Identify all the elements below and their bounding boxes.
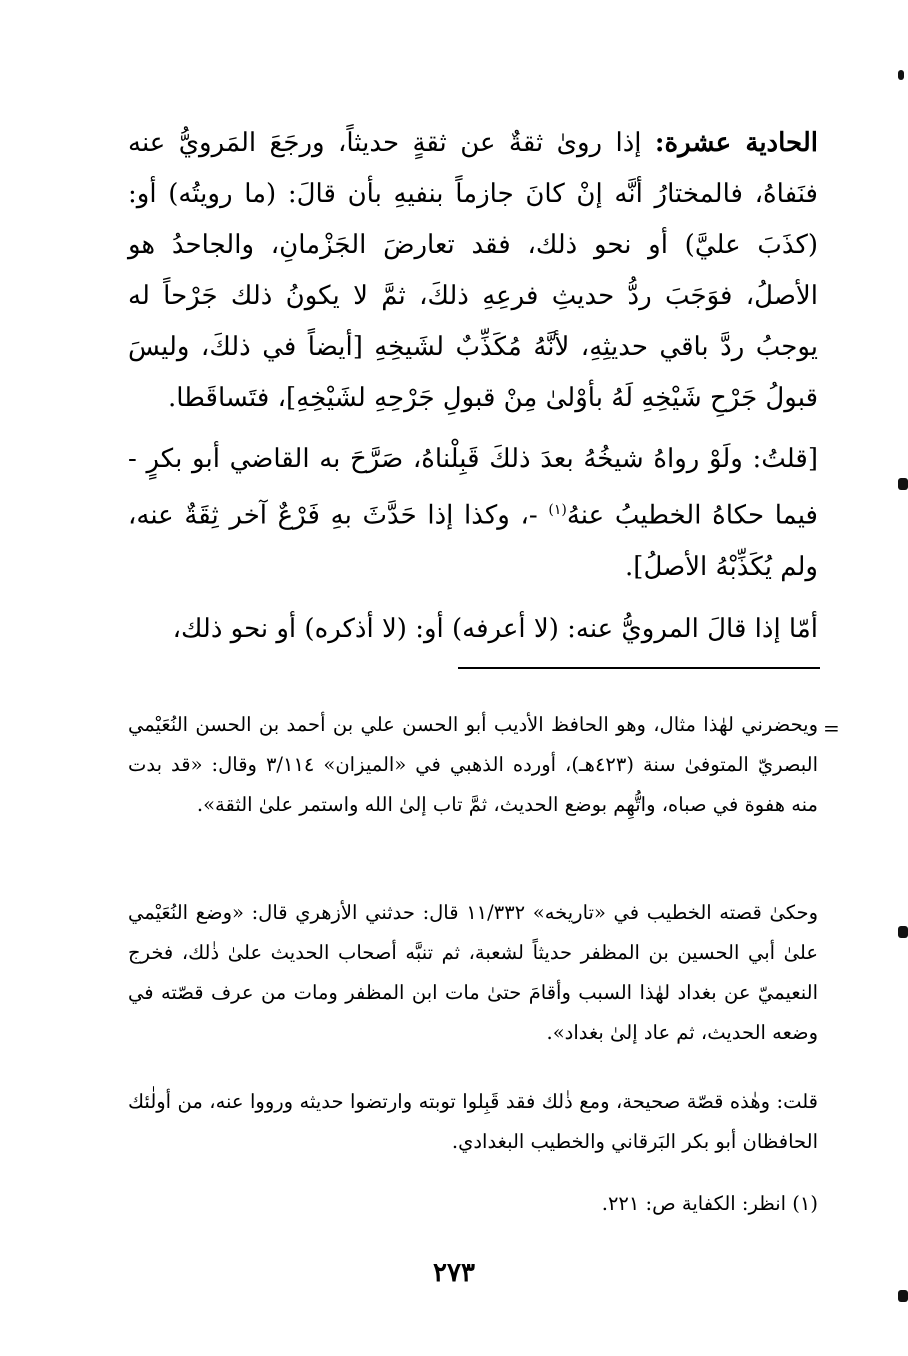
main-paragraph-3: أمّا إذا قالَ المرويُّ عنه: (لا أعرفه) أو: (لا أذكره) أو نحو ذلك،	[172, 614, 818, 644]
continued-footnote-mark: =	[823, 716, 840, 740]
bracketed-note-block	[128, 434, 818, 593]
continuation-block	[128, 604, 818, 655]
paragraph-1-text: إذا روىٰ ثقةٌ عن ثقةٍ حديثاً، ورجَعَ المَرويُّ عنه فنَفاهُ، فالمختارُ أنَّه إنْ كانَ جازماً بنفيهِ بأن قالَ: (ما رويتُه) أو: (كذَبَ عليَّ) أو نحو ذلك، فقد تعارضَ الجَزْمانِ، والجاحدُ هو الأصلُ، فوَجَبَ ردُّ حديثِ فرعِهِ ذلكَ، ثمَّ لا يكونُ ذلك جَرْحاً له يوجبُ ردَّ باقي حديثِهِ، لأنَّهُ مُكَذِّبٌ لشَيخِهِ [أيضاً في ذلكَ، وليسَ قبولُ جَرْحِ شَيْخِهِ لَهُ بأوْلىٰ مِنْ قبولِ جَرْحِهِ لشَيْخِهِ]، فتَساقَطا.	[128, 128, 818, 413]
scan-edge-mark	[898, 478, 908, 490]
scan-edge-mark	[898, 926, 908, 938]
scan-edge-mark	[898, 1290, 908, 1302]
footnote-block-4	[128, 1184, 818, 1224]
footnote-block-1	[128, 705, 818, 825]
main-text-block	[128, 118, 818, 424]
footnote-block-3	[128, 1082, 818, 1162]
footnote-paragraph-4: (١) انظر: الكفاية ص: ٢٢١.	[601, 1192, 818, 1215]
footnote-reference: (١)	[548, 502, 567, 518]
paragraph-2-text-after: -، وكذا إذا حَدَّثَ بهِ فَرْعٌ آخر ثِقَةٌ عنه، ولم يُكَذِّبْهُ الأصلُ].	[128, 500, 818, 582]
footnote-separator	[458, 667, 820, 669]
footnote-block-2	[128, 893, 818, 1053]
page-number: ٢٧٣	[433, 1258, 475, 1288]
footnote-paragraph-2: وحكىٰ قصته الخطيب في «تاريخه» ١١/٣٣٢ قال: حدثني الأزهري قال: «وضع النُعَيْمي علىٰ أبي الحسين بن المظفر حديثاً لشعبة، ثم تنبَّه أصحاب الحديث علىٰ ذٰلك، فخرج النعيميّ عن بغداد لهٰذا السبب وأقامَ حتىٰ مات ابن المظفر ومات من عرف قصّته في وضعه الحديث، ثم عاد إلىٰ بغداد».	[128, 901, 818, 1044]
scan-edge-mark	[898, 70, 904, 80]
footnote-paragraph-3: قلت: وهٰذه قصّة صحيحة، ومع ذٰلك فقد قَبِلوا توبته وارتضوا حديثه ورووا عنه، من أولٰئك الحافظان أبو بكر البَرقاني والخطيب البغدادي.	[128, 1090, 818, 1153]
main-paragraph-1	[128, 118, 818, 424]
main-paragraph-2	[128, 434, 818, 593]
paragraph-2-text-before: [قلتُ: ولَوْ رواهُ شيخُهُ بعدَ ذلكَ قَبِلْناهُ، صَرَّحَ به القاضي أبو بكرٍ - فيما حكاهُ الخطيبُ عنهُ	[128, 444, 818, 531]
section-term: الحادية عشرة:	[654, 128, 818, 158]
footnote-paragraph-1: ويحضرني لهٰذا مثال، وهو الحافظ الأديب أبو الحسن علي بن أحمد بن الحسن النُعَيْمي البصريّ المتوفىٰ سنة (٤٢٣هـ)، أورده الذهبي في «الميزان» ٣/١١٤ وقال: «قد بدت منه هفوة في صباه، واتُّهِم بوضع الحديث، ثمَّ تاب إلىٰ الله واستمر علىٰ الثقة».	[128, 713, 818, 816]
